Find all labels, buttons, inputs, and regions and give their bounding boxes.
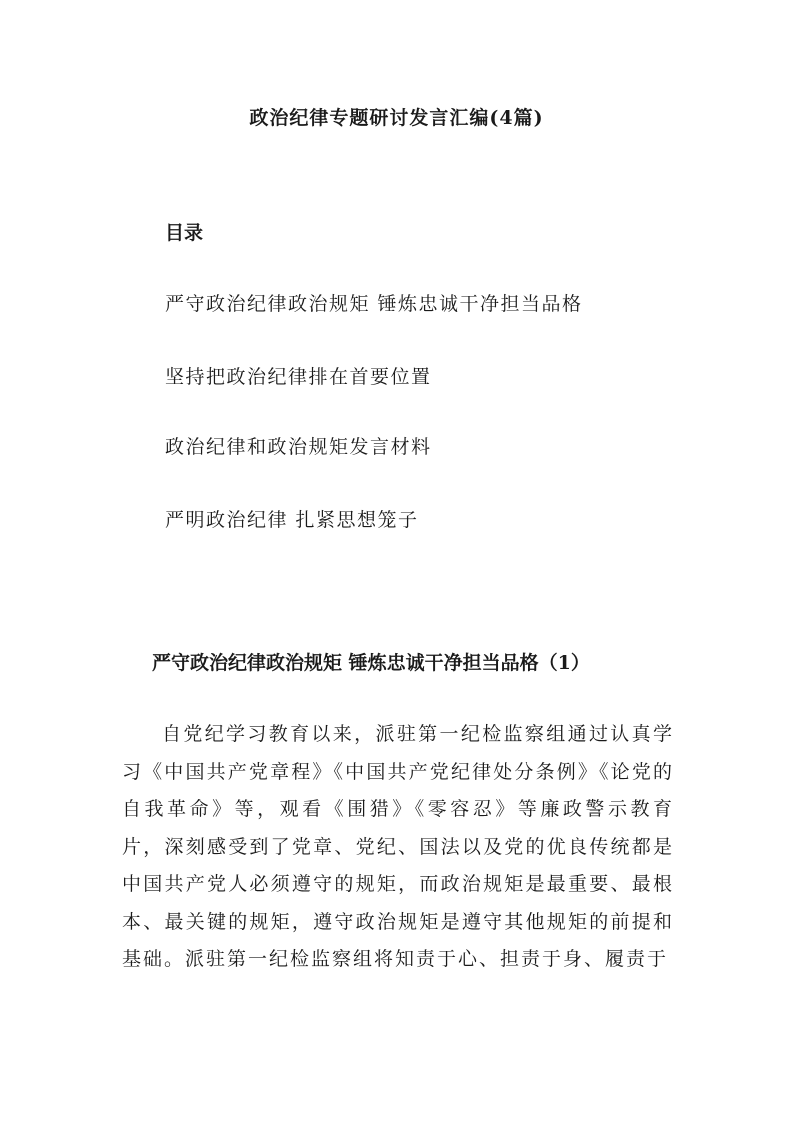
toc-item: 严守政治纪律政治规矩 锤炼忠诚干净担当品格 (165, 293, 583, 315)
toc-item: 坚持把政治纪律排在首要位置 (165, 366, 432, 388)
toc-heading: 目录 (165, 222, 204, 244)
toc-item: 政治纪律和政治规矩发言材料 (165, 436, 432, 458)
toc-item: 严明政治纪律 扎紧思想笼子 (165, 509, 419, 531)
body-paragraph: 自党纪学习教育以来，派驻第一纪检监察组通过认真学习《中国共产党章程》《中国共产党纪律处分条例》《论党的自我革命》等，观看《围猎》《零容忍》等廉政警示教育片，深刻感受到了党章、党纪、国法以及党的优良传统都是中国共产党人必须遵守的规矩，而政治规矩是最重要、最根本、最关键的规矩，遵守政治规矩是遵守其他规矩的前提和基础。派驻第一纪检监察组将知责于心、担责于身、履责于 (122, 723, 674, 970)
document-title: 政治纪律专题研讨发言汇编(4篇) (249, 107, 544, 129)
section-heading: 严守政治纪律政治规矩 锤炼忠诚干净担当品格（1） (152, 652, 590, 674)
